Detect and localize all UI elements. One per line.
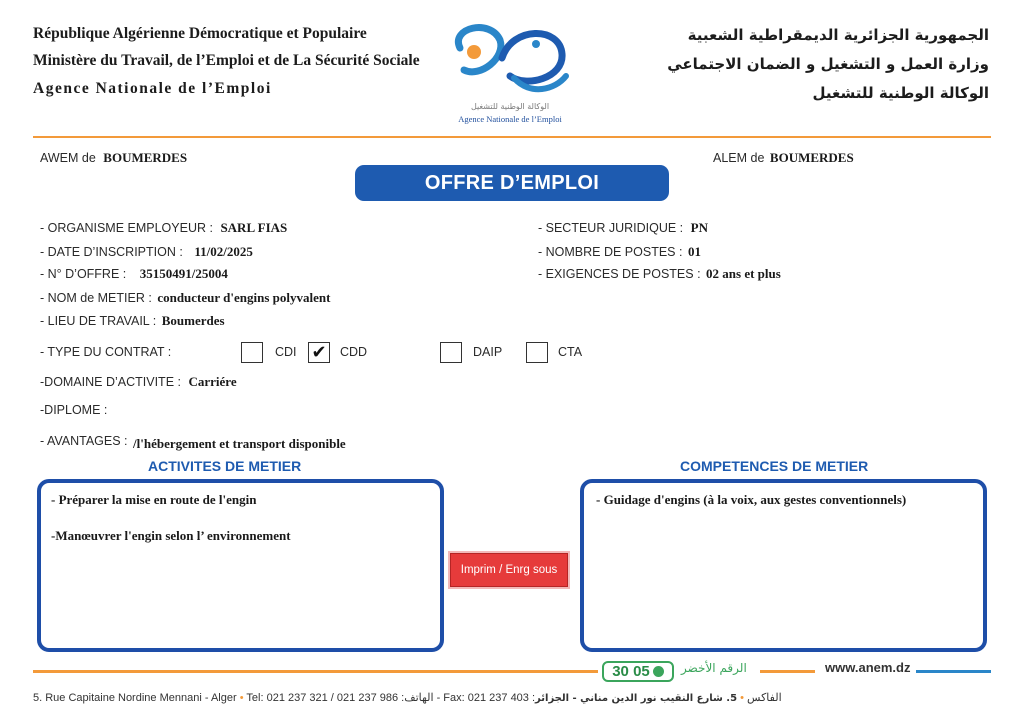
separator-dot: •	[239, 692, 244, 704]
avantages-label: - AVANTAGES :	[40, 434, 128, 448]
lieu-label: - LIEU DE TRAVAIL :	[40, 314, 157, 328]
metier-value: conducteur d'engins polyvalent	[157, 290, 331, 305]
organisme-value: SARL FIAS	[220, 220, 288, 235]
organisme-label: - ORGANISME EMPLOYEUR :	[40, 221, 213, 235]
green-number-badge	[602, 661, 674, 682]
header-fr-ministry: Ministère du Travail, de l’Emploi et de La Sécurité Sociale	[33, 52, 420, 69]
offre-row	[40, 266, 228, 282]
metier-row	[40, 290, 330, 306]
awem-value: BOUMERDES	[103, 150, 188, 165]
competences-heading: COMPETENCES DE METIER	[680, 458, 869, 474]
phone-fr: Tel: 021 237 321 / 021 237 986	[246, 692, 399, 704]
cta-checkbox[interactable]	[526, 342, 548, 363]
date-value: 11/02/2025	[194, 244, 253, 259]
fax-ar: :الفاكس	[531, 692, 782, 704]
lieu-value: Boumerdes	[161, 313, 225, 328]
postes-value: 01	[687, 244, 701, 259]
domaine-row	[40, 374, 237, 390]
avantages-value: /l'hébergement et transport disponible	[133, 436, 346, 451]
competence-item: - Guidage d'engins (à la voix, aux gestes conventionnels)	[596, 492, 907, 507]
secteur-value: PN	[690, 220, 708, 235]
awem-row	[40, 150, 187, 166]
activite-item: -Manœuvrer l'engin selon l’ environnement	[51, 528, 291, 543]
lieu-row	[40, 313, 225, 329]
cdi-checkbox[interactable]	[241, 342, 263, 363]
secteur-row	[538, 220, 708, 236]
contrat-label: - TYPE DU CONTRAT :	[40, 345, 172, 359]
address-ar: 5. شارع النقيب نور الدين مناني - الجزائر	[535, 693, 738, 704]
fax-fr: Fax: 021 237 403	[443, 692, 529, 704]
activites-box[interactable]	[37, 479, 444, 652]
header-divider	[33, 136, 991, 138]
exigences-label: - EXIGENCES DE POSTES :	[538, 267, 701, 281]
header-ar-agency: الوكالة الوطنية للتشغيل	[812, 84, 989, 102]
secteur-label: - SECTEUR JURIDIQUE :	[538, 221, 684, 235]
activites-heading: ACTIVITES DE METIER	[148, 458, 302, 474]
avantages-row	[40, 433, 346, 449]
offre-label: - N° D’OFFRE :	[40, 267, 127, 281]
alem-label: ALEM de	[713, 151, 765, 165]
footer-address: 5. Rue Capitaine Nordine Mennani - Alger • Tel: 021 237 321 / 021 237 986 :الهاتف - Fax: 021 237 403 :الفاكس • 5. شارع النقيب نور الدين مناني - الجزائر	[33, 692, 782, 704]
header-ar-republic: الجمهورية الجزائرية الديمقراطية الشعبية	[687, 26, 989, 44]
cdd-label: CDD	[340, 345, 368, 359]
cdi-label: CDI	[275, 345, 297, 359]
activite-item: - Préparer la mise en route de l'engin	[51, 492, 257, 507]
postes-row	[538, 244, 701, 260]
postes-label: - NOMBRE DE POSTES :	[538, 245, 683, 259]
offre-value: 35150491/25004	[139, 266, 228, 281]
green-number-label: الرقم الأخضر	[681, 661, 747, 675]
exigences-row	[538, 266, 781, 282]
phone-icon	[653, 666, 664, 677]
diplome-label: -DIPLOME :	[40, 403, 108, 417]
metier-label: - NOM de METIER :	[40, 291, 152, 305]
phone-ar: :الهاتف	[401, 692, 434, 704]
footer-line-blue	[916, 670, 991, 673]
header-fr-republic: République Algérienne Démocratique et Populaire	[33, 25, 367, 42]
domaine-value: Carriére	[188, 374, 237, 389]
website-link[interactable]: www.anem.dz	[825, 660, 911, 675]
page-title: OFFRE D’EMPLOI	[355, 165, 669, 201]
green-number: 30 05	[612, 663, 650, 680]
awem-label: AWEM de	[40, 151, 96, 165]
competences-box[interactable]	[580, 479, 987, 652]
alem-value: BOUMERDES	[769, 150, 854, 165]
cdd-checkbox[interactable]: ✔	[308, 342, 330, 363]
organisme-row	[40, 220, 287, 236]
daip-label: DAIP	[473, 345, 503, 359]
alem-row	[713, 150, 854, 166]
anem-logo-icon	[440, 18, 580, 103]
date-label: - DATE D’INSCRIPTION :	[40, 245, 183, 259]
date-row	[40, 244, 253, 260]
daip-checkbox[interactable]	[440, 342, 462, 363]
header-ar-ministry: وزارة العمل و التشغيل و الضمان الاجتماعي	[667, 55, 989, 73]
print-save-button[interactable]: Imprim / Enrg sous	[450, 553, 568, 587]
cta-label: CTA	[558, 345, 583, 359]
separator-dot: •	[740, 692, 744, 704]
address-fr: 5. Rue Capitaine Nordine Mennani - Alger	[33, 692, 237, 704]
logo-caption-fr: Agence Nationale de l’Emploi	[458, 114, 562, 124]
domaine-label: -DOMAINE D’ACTIVITE :	[40, 375, 181, 389]
header-fr-agency: Agence Nationale de l’Emploi	[33, 80, 272, 97]
footer-line-short	[760, 670, 815, 673]
logo-caption-ar: الوكالة الوطنية للتشغيل	[470, 102, 550, 111]
exigences-value: 02 ans et plus	[706, 266, 781, 281]
footer-line-orange	[33, 670, 598, 673]
